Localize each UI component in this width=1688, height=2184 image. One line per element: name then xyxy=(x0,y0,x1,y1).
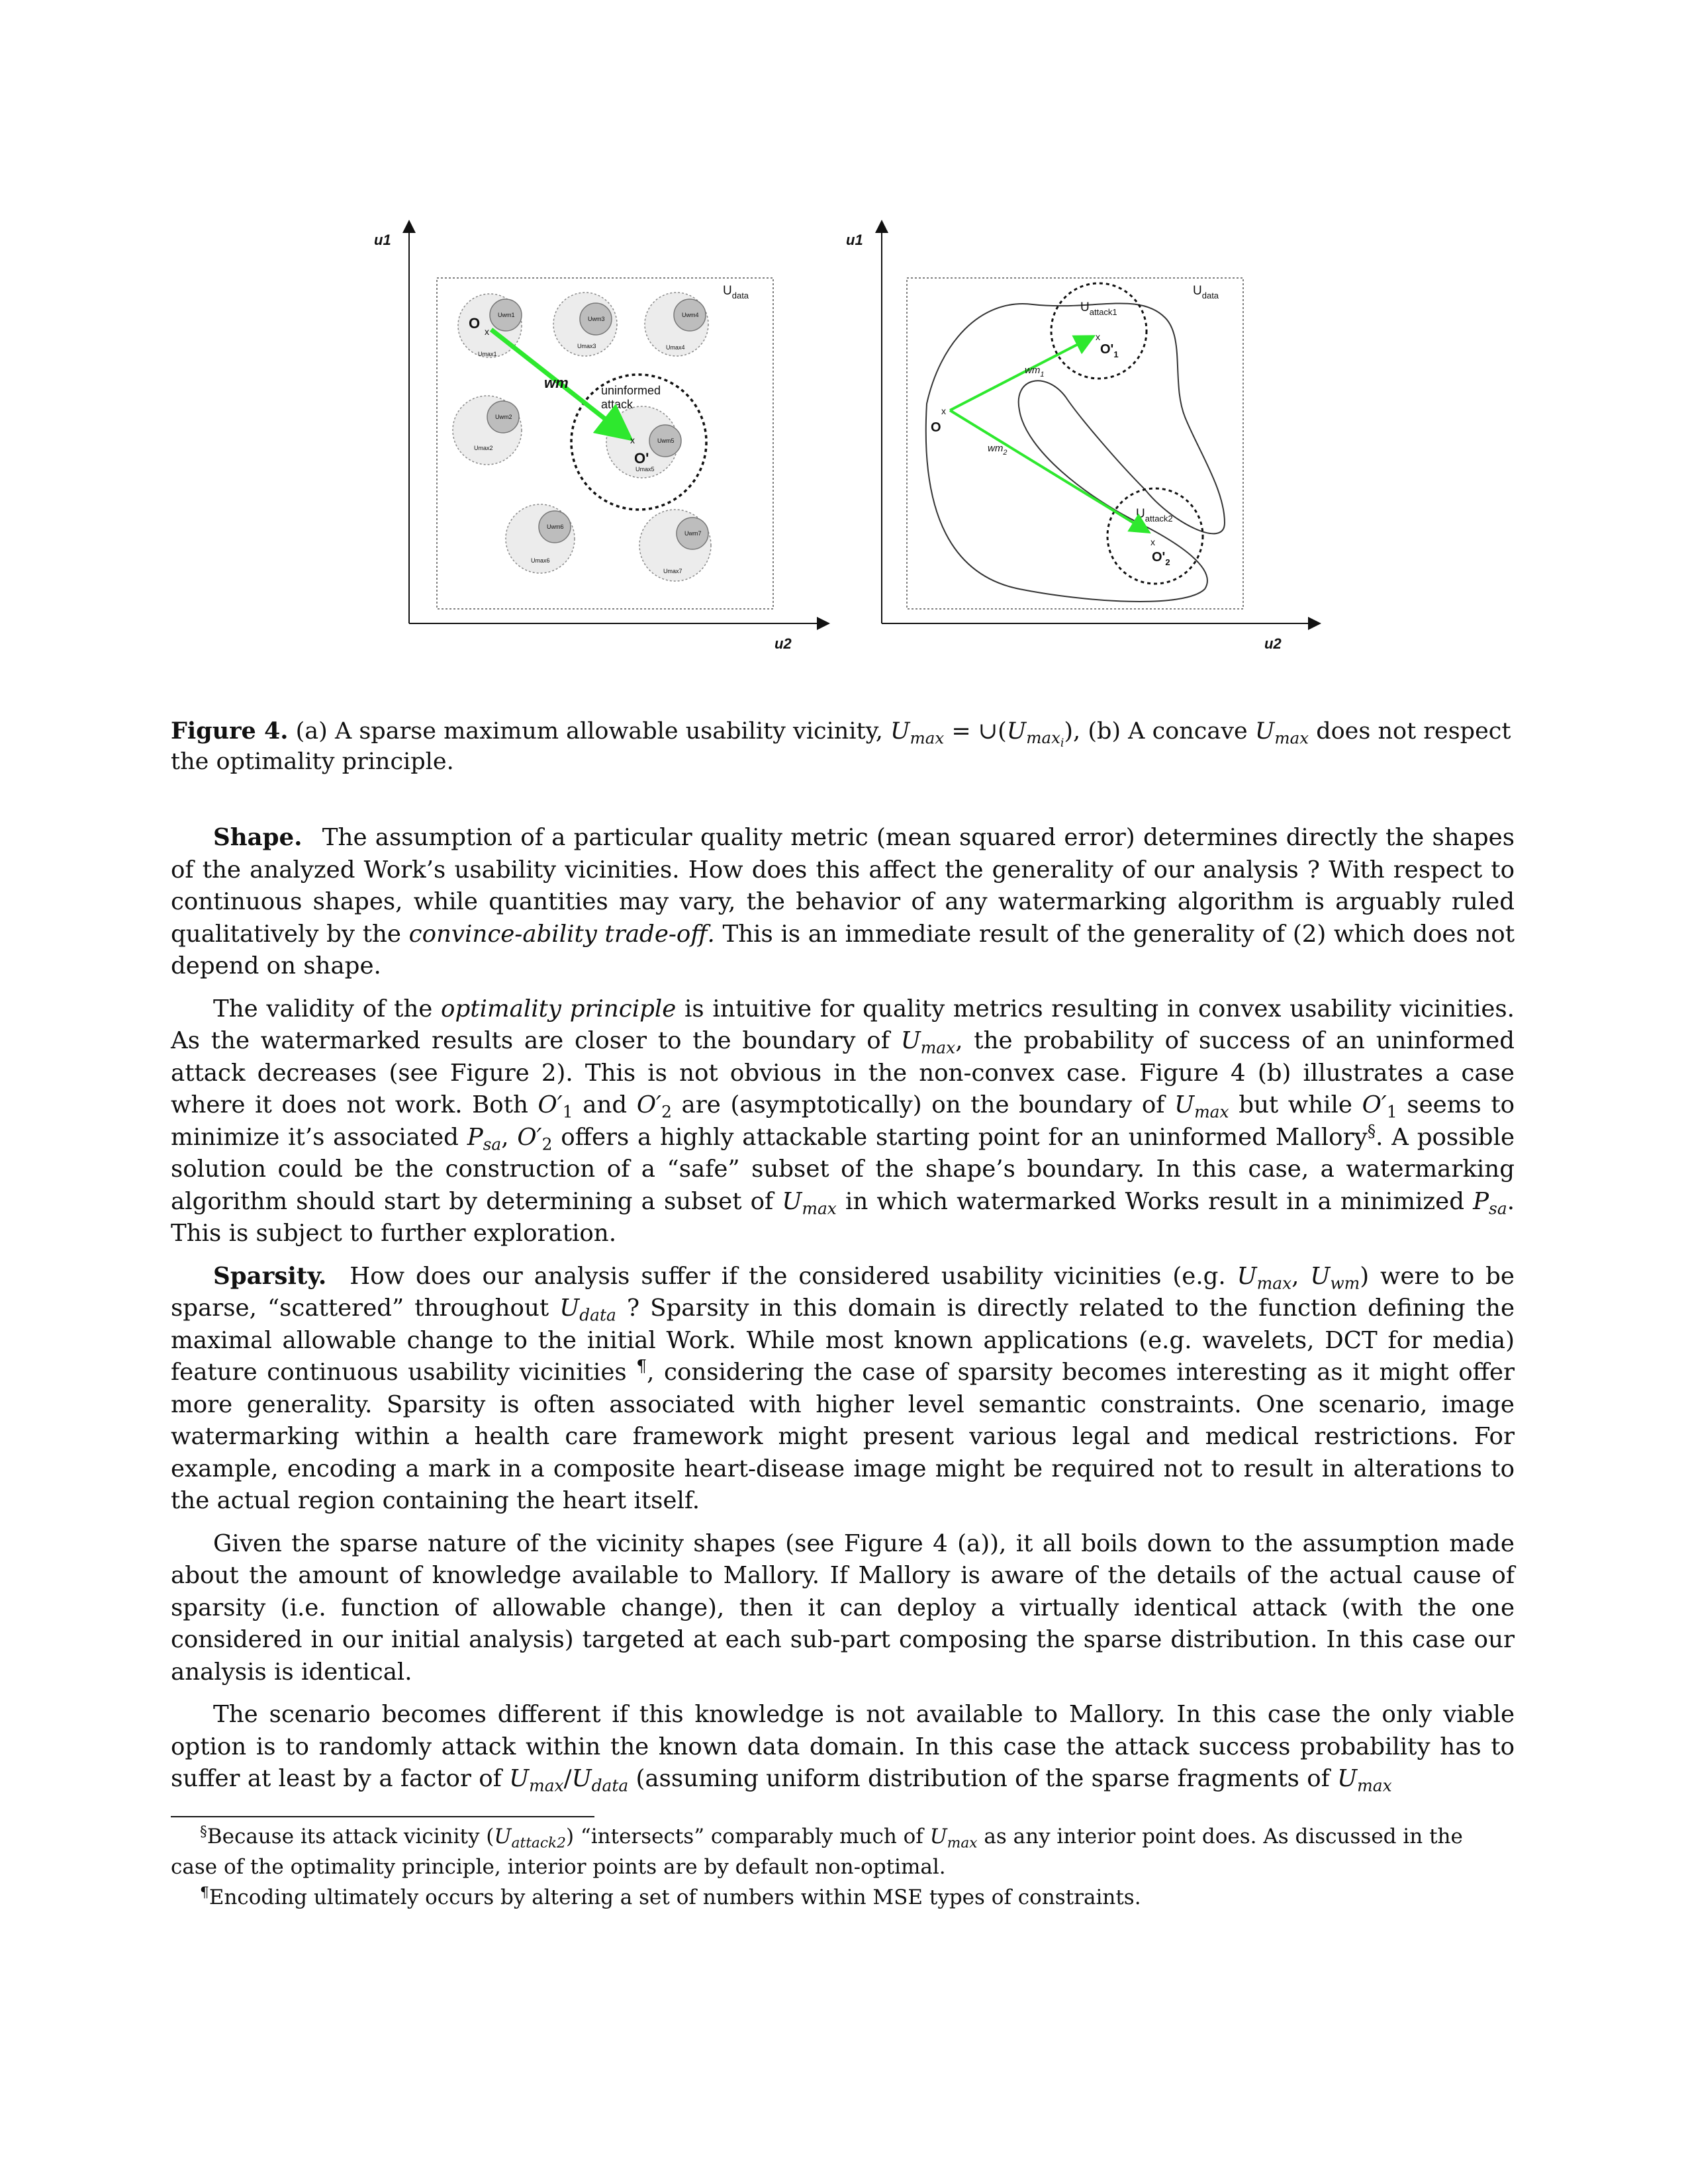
svg-text:Uwm7: Uwm7 xyxy=(684,530,702,537)
panel-b-udata-box xyxy=(907,278,1243,609)
panel-a-origin: O xyxy=(469,315,481,332)
caption-label: Figure 4. xyxy=(171,717,289,745)
attack1-vicinity xyxy=(1051,283,1147,379)
figure-4-svg xyxy=(357,212,1350,688)
svg-text:Uwm4: Uwm4 xyxy=(682,312,699,318)
panel-b-wm1-arrow xyxy=(950,338,1091,410)
panel-b-udata-label: $U_{data}$ xyxy=(1193,284,1219,300)
panel-b-wm2-arrow xyxy=(950,410,1147,531)
panel-b-origin-x: x xyxy=(941,406,946,416)
paragraph-sparsity: Sparsity. How does our analysis suffer if the considered usability vicinities (e.g. $U_{max}$, $U_{wm}$) were to be sparse, “scattered” throughout $U_{data}$ ? Sparsity in this domain is directly related to the function defining the maximal allowable change to the initial Work. While most known applications (e.g. wavelets, DCT for media) feature continuous usability vicinities ¶, considering the case of sparsity becomes interesting as it might offer more generality. Sparsity is often associated with higher level semantic constraints. One scenario, image watermarking within a health care framework might present various legal and medical restrictions. For example, encoding a mark in a composite heart-disease image might be required not to result in alterations to the actual region containing the heart itself. xyxy=(171,1262,1515,1514)
svg-text:Uattack1: $U_{attack1}$ xyxy=(1080,300,1117,317)
body-text xyxy=(171,822,1515,1806)
figure-caption: Figure 4. (a) A sparse maximum allowable usability vicinity, $U_{max}$ = $\cup(U_{max_i})$, (b) A concave $U_{max}$ does not respect the optimality principle. xyxy=(171,717,1511,775)
concave-umax-shape xyxy=(926,303,1225,601)
footnote-rule xyxy=(171,1816,594,1817)
svg-text:uninformed: uninformed xyxy=(601,384,661,397)
paragraph-shape: Shape. The assumption of a particular quality metric (mean squared error) determines directly the shapes of the analyzed Work’s usability vicinities. How does this affect the generality of our analysis ? With respect to continuous shapes, while quantities may vary, the behavior of any watermarking algorithm is arguably ruled qualitatively by the convince-ability trade-off. This is an immediate result of the generality of (2) which does not depend on shape. xyxy=(171,824,1515,979)
panel-a-udata-label: $U_{data}$ xyxy=(723,284,749,300)
svg-text:Uwm5: Uwm5 xyxy=(657,437,675,444)
umax-vicinity-5 xyxy=(606,406,681,478)
panel-a-y-label: u1 xyxy=(374,232,391,248)
svg-text:Umax4: Umax4 xyxy=(666,344,685,351)
svg-text:Umax5: Umax5 xyxy=(635,466,655,473)
svg-text:Umax6: Umax6 xyxy=(531,557,550,564)
svg-text:O'1: $O'_1$ xyxy=(1100,342,1119,359)
svg-text:Uwm3: Uwm3 xyxy=(588,316,605,322)
svg-text:Umax2: Umax2 xyxy=(474,445,493,451)
svg-text:Uwm6: Uwm6 xyxy=(547,523,564,530)
panel-a-origin-x: x xyxy=(485,326,489,337)
panel-b-wm2-label: $wm_2$ xyxy=(988,443,1008,457)
panel-a-x-label: u2 xyxy=(774,635,792,652)
panel-b-y-label: u1 xyxy=(846,232,863,248)
svg-text:Uattack2: $U_{attack2}$ xyxy=(1136,507,1173,523)
panel-a xyxy=(374,222,827,652)
umax-vicinity-3 xyxy=(553,293,617,356)
footnotes xyxy=(171,1821,1515,1913)
svg-text:x: x xyxy=(1096,332,1100,342)
panel-a-target-cross: x xyxy=(630,435,635,445)
panel-b-origin: O xyxy=(931,420,941,435)
svg-text:O'2: $O'_2$ xyxy=(1152,550,1170,567)
umax-vicinity-2 xyxy=(453,396,522,465)
svg-text:x: x xyxy=(1150,537,1155,547)
svg-text:Umax7: Umax7 xyxy=(663,568,682,574)
attack2-vicinity xyxy=(1107,488,1203,584)
svg-text:attack: attack xyxy=(601,398,633,411)
panel-a-wm-label: wm xyxy=(544,375,569,391)
footnote-section: §Because its attack vicinity $(U_{attack2})$ “intersects” comparably much of $U_{max}$ as any interior point does. As discussed in the case of the optimality principle, interior points are by default non-optimal. xyxy=(171,1823,1463,1879)
umax-vicinity-4 xyxy=(645,293,708,356)
paragraph-given: Given the sparse nature of the vicinity shapes (see Figure 4 (a)), it all boils down to the assumption made about the amount of knowledge available to Mallory. If Mallory is aware of the details of the actual cause of sparsity (i.e. function of allowable change), then it can deploy a virtually identical attack (with the one considered in our initial analysis) targeted at each sub-part composing the sparse distribution. In this case our analysis is identical. xyxy=(171,1529,1515,1686)
svg-text:Umax3: Umax3 xyxy=(577,343,596,349)
footnote-pilcrow: ¶Encoding ultimately occurs by altering a set of numbers within MSE types of constraints. xyxy=(200,1884,1141,1909)
paragraph-scenario: The scenario becomes different if this knowledge is not available to Mallory. In this case the only viable option is to randomly attack within the known data domain. In this case the attack success probability has to suffer at least by a factor of $U_{max}/U_{data}$ (assuming uniform distribution of the sparse fragments of $U_{max}$ xyxy=(171,1701,1515,1796)
paragraph-validity: The validity of the optimality principle is intuitive for quality metrics resulting in convex usability vicinities. As the watermarked results are closer to the boundary of $U_{max}$, the probability of success of an uninformed attack decreases (see Figure 2). This is not obvious in the non-convex case. Figure 4 (b) illustrates a case where it does not work. Both $O'_1$ and $O'_2$ are (asymptotically) on the boundary of $U_{max}$ but while $O'_1$ seems to minimize it’s associated $P_{sa}$, $O'_2$ offers a highly attackable starting point for an uninformed Mallory§. A possible solution could be the construction of a “safe” subset of the shape’s boundary. In this case, a watermarking algorithm should start by determining a subset of $U_{max}$ in which watermarked Works result in a minimized $P_{sa}$. This is subject to further exploration. xyxy=(171,995,1515,1247)
umax-vicinity-6 xyxy=(506,504,575,573)
panel-a-target: O' xyxy=(634,450,649,467)
panel-b-x-label: u2 xyxy=(1264,635,1282,652)
panel-b-wm1-label: $wm_1$ xyxy=(1025,365,1045,379)
figure-4 xyxy=(357,212,1350,688)
panel-b xyxy=(846,222,1319,652)
svg-text:Umax1: Umax1 xyxy=(478,351,497,357)
svg-text:Uwm2: Uwm2 xyxy=(495,414,512,420)
svg-text:Uwm1: Uwm1 xyxy=(498,312,515,318)
umax-vicinity-7 xyxy=(639,510,711,581)
